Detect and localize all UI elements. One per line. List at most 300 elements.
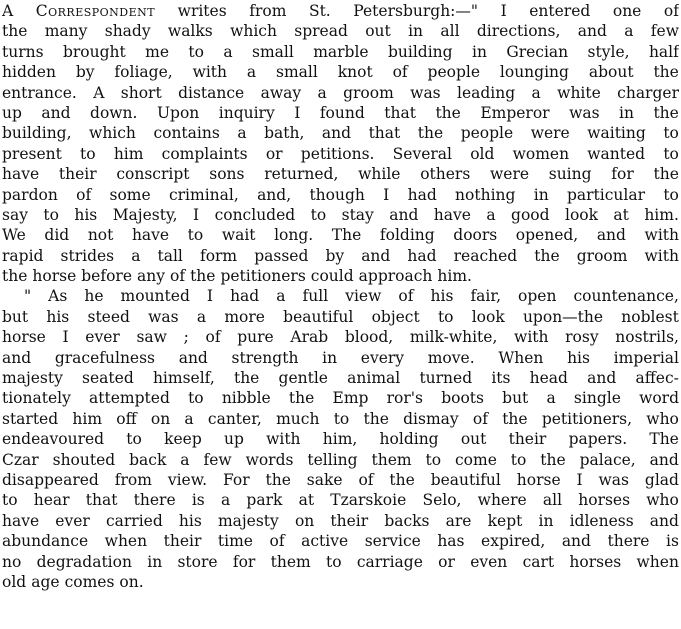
word: their (330, 511, 369, 530)
word: walks (167, 22, 213, 41)
word: idleness (569, 511, 634, 530)
word: Arab (290, 328, 329, 347)
word: Czar (2, 450, 39, 469)
word: a (486, 205, 496, 224)
word: with (192, 63, 227, 82)
word: waiting (587, 124, 646, 143)
word: head (529, 369, 568, 388)
word: to (187, 226, 204, 245)
word: old (470, 144, 495, 163)
word: beautiful (430, 470, 501, 489)
word: palace, (579, 450, 636, 469)
word: in (408, 22, 424, 41)
word: full (302, 287, 329, 306)
word: the (363, 409, 389, 428)
word: building (387, 42, 453, 61)
word: service (364, 532, 421, 551)
word: The (331, 226, 362, 245)
word: gentle (278, 369, 328, 388)
word: carriage (356, 552, 423, 571)
word: or (265, 144, 283, 163)
word: there (607, 532, 650, 551)
word: park (246, 491, 283, 510)
text-line (2, 246, 679, 266)
word: When (498, 348, 544, 367)
word: him (113, 144, 144, 163)
word: strength (231, 348, 299, 367)
word: inquiry (218, 103, 275, 122)
word: charger (617, 83, 679, 102)
word: and (649, 511, 679, 530)
word: I (383, 185, 390, 204)
word: horse (2, 328, 46, 347)
word: even (470, 552, 508, 571)
word: people (427, 63, 481, 82)
word: up (2, 103, 22, 122)
word: I (62, 328, 69, 347)
word: his (430, 287, 454, 306)
word: women (512, 144, 570, 163)
word: had (230, 287, 260, 306)
word: endeavoured (2, 430, 105, 449)
word: and (649, 450, 679, 469)
word: is (666, 532, 679, 551)
word: had (407, 185, 437, 204)
word: them (270, 552, 311, 571)
word: white (557, 83, 601, 102)
word: lounging (499, 63, 569, 82)
word: keep (164, 430, 202, 449)
word: expired, (481, 532, 546, 551)
word: by (75, 63, 95, 82)
word: marble (313, 42, 369, 61)
word: countenance, (573, 287, 679, 306)
word: Upon (156, 103, 200, 122)
word: leading (457, 83, 516, 102)
word: small (251, 42, 294, 61)
word: me (145, 42, 169, 61)
word: a (131, 246, 141, 265)
word: in (322, 348, 338, 367)
word: view. (167, 470, 208, 489)
text-line (2, 327, 679, 347)
word: were (530, 124, 570, 143)
word: saw (136, 328, 167, 347)
word: and (178, 348, 208, 367)
text-line (2, 266, 679, 286)
word: comes (64, 572, 115, 591)
word: particular (566, 185, 646, 204)
word: hidden (2, 63, 56, 82)
word: disappeared (2, 470, 99, 489)
word: the (417, 124, 444, 143)
word: himself, (152, 369, 215, 388)
word: all (440, 22, 460, 41)
word: imperial (613, 348, 679, 367)
word: concluded (214, 205, 296, 224)
word: style, (587, 42, 630, 61)
word: noblest (621, 307, 679, 326)
word: more (224, 307, 265, 326)
word: a (220, 491, 231, 510)
word: the (265, 470, 291, 489)
text-line (2, 307, 679, 327)
word: others (420, 165, 471, 184)
word: say (2, 205, 28, 224)
word: tionately (2, 389, 71, 408)
text-line (2, 572, 679, 592)
word: there (133, 491, 176, 510)
word: to (126, 430, 142, 449)
word: folding (379, 226, 435, 245)
word: and (587, 369, 617, 388)
text-line (2, 450, 679, 470)
word: off (116, 409, 137, 428)
word: passed (254, 246, 309, 265)
word: his (567, 348, 590, 367)
word: hear (33, 491, 70, 510)
word: to (43, 205, 59, 224)
word: wait (221, 226, 256, 245)
word: which (89, 124, 136, 143)
word: rapid (2, 246, 44, 265)
word: upon—the (522, 307, 604, 326)
word: with (644, 226, 679, 245)
word: for (611, 165, 634, 184)
text-line (2, 490, 679, 510)
word: spread (294, 22, 348, 41)
word: and (577, 22, 607, 41)
word: and (321, 124, 352, 143)
word: but (2, 307, 29, 326)
word: the (435, 103, 461, 122)
word: majesty (217, 511, 279, 530)
word: a (317, 83, 327, 102)
word: of (76, 185, 92, 204)
word: to (333, 409, 350, 428)
word: horse (32, 267, 77, 286)
word: boots (441, 389, 484, 408)
word: a (196, 307, 207, 326)
word: to (663, 124, 679, 143)
word: I (206, 287, 214, 306)
word: was (598, 470, 629, 489)
word: have (2, 165, 40, 184)
word: look (471, 307, 505, 326)
word: building, (2, 124, 72, 143)
text-line (2, 83, 679, 103)
word: back (129, 450, 167, 469)
word: with (266, 430, 301, 449)
text-line (2, 348, 679, 368)
word: good (511, 205, 550, 224)
word: who (646, 491, 679, 510)
word: the (2, 22, 28, 41)
word: his (46, 307, 70, 326)
word: that (85, 491, 118, 510)
word: not (87, 226, 114, 245)
word: Several (392, 144, 452, 163)
word: started (2, 409, 59, 428)
word: bath, (264, 124, 305, 143)
word: " (24, 287, 32, 306)
word: that (368, 124, 401, 143)
word: on (150, 409, 171, 428)
word: of (269, 532, 285, 551)
word: was (569, 103, 600, 122)
word: knot (337, 63, 373, 82)
text-line (2, 21, 679, 41)
word: word (639, 389, 679, 408)
word: returned, (264, 165, 339, 184)
word: of (392, 63, 408, 82)
word: short (120, 83, 162, 102)
word: and (389, 205, 419, 224)
text-line (2, 185, 679, 205)
word: For (222, 470, 250, 489)
word: Correspondent (35, 2, 156, 20)
word: abundance (2, 532, 89, 551)
word: milk-white, (409, 328, 498, 347)
word: of (205, 328, 221, 347)
word: of (663, 2, 679, 20)
text-line (2, 368, 679, 388)
word: their (508, 430, 547, 449)
word: backs (384, 511, 430, 530)
word: Majesty, (112, 205, 178, 224)
word: single (573, 389, 621, 408)
word: long. (274, 226, 314, 245)
word: to (80, 144, 96, 163)
word: no (2, 552, 22, 571)
word: the (534, 246, 560, 265)
word: him (72, 409, 103, 428)
word: cart (522, 552, 555, 571)
text-line (2, 42, 679, 62)
word: papers. (568, 430, 628, 449)
word: at (613, 205, 629, 224)
word: I (294, 103, 301, 122)
word: wanted (587, 144, 646, 163)
word: holding (379, 430, 439, 449)
word: conscript (116, 165, 190, 184)
word: brought (62, 42, 126, 61)
word: object (371, 307, 420, 326)
word: St. (308, 2, 331, 20)
word: out (460, 430, 487, 449)
word: The (649, 430, 679, 449)
word: petitioners (220, 267, 306, 286)
word: and (361, 246, 391, 265)
word: any (137, 267, 165, 286)
word: horse (516, 470, 561, 489)
word: open (518, 287, 557, 306)
word: come (454, 450, 497, 469)
word: horses (578, 491, 631, 510)
text-line (2, 552, 679, 572)
word: degradation (36, 552, 132, 571)
word: who (646, 409, 679, 428)
word: turns (2, 42, 44, 61)
word: to (188, 42, 204, 61)
text-line (2, 225, 679, 245)
word: or (438, 552, 455, 571)
word: and, (257, 185, 292, 204)
word: him. (644, 205, 679, 224)
word: complaints (161, 144, 248, 163)
word: was (410, 83, 441, 102)
word: away (260, 83, 302, 102)
word: A (2, 2, 14, 20)
word: in (471, 42, 487, 61)
word: attempted (89, 389, 170, 408)
word: on (294, 511, 315, 530)
word: with (644, 246, 679, 265)
word: mounted (120, 287, 190, 306)
word: view (345, 287, 382, 306)
word: opened, (515, 226, 579, 245)
newspaper-article (2, 1, 679, 592)
word: few (203, 450, 232, 469)
word: a (531, 83, 541, 102)
word: shouted (52, 450, 116, 469)
word: animal (347, 369, 401, 388)
word: with (514, 328, 549, 347)
word: pardon (2, 185, 58, 204)
word: Grecian (506, 42, 569, 61)
word: present (2, 144, 62, 163)
word: had (407, 246, 437, 265)
word: We (2, 226, 26, 245)
word: groom (343, 83, 394, 102)
word: seated (82, 369, 134, 388)
word: I (576, 470, 583, 489)
word: kept (487, 511, 523, 530)
word: Tzarskoie (330, 491, 407, 510)
word: him. (437, 267, 472, 286)
word: much (276, 409, 320, 428)
word: where (477, 491, 527, 510)
text-line (2, 429, 679, 449)
word: was (148, 307, 179, 326)
word: to (188, 389, 204, 408)
word: stay (341, 205, 374, 224)
text-line (2, 62, 679, 82)
word: Emp (332, 389, 369, 408)
word: to (663, 185, 679, 204)
word: writes (177, 2, 227, 20)
word: the (653, 63, 679, 82)
word: majesty (2, 369, 63, 388)
word: at (298, 491, 315, 510)
word: of (398, 287, 414, 306)
word: half (648, 42, 679, 61)
word: people (460, 124, 514, 143)
word: ; (183, 328, 189, 347)
word: all (542, 491, 563, 510)
word: steed (87, 307, 130, 326)
word: active (301, 532, 349, 551)
word: time (217, 532, 253, 551)
word: its (491, 369, 511, 388)
word: contains (153, 124, 220, 143)
text-line (2, 511, 679, 531)
word: A (93, 83, 105, 102)
word: and (2, 348, 32, 367)
text-line (2, 531, 679, 551)
word: did (44, 226, 70, 245)
word: distance (178, 83, 245, 102)
word: to (2, 491, 18, 510)
word: though (309, 185, 365, 204)
word: old (2, 572, 27, 591)
word: I (500, 2, 507, 20)
word: the (389, 470, 415, 489)
word: rosy (565, 328, 599, 347)
word: ever (55, 511, 90, 530)
word: up (223, 430, 244, 449)
word: beautiful (283, 307, 354, 326)
word: him, (322, 430, 358, 449)
word: that (384, 103, 416, 122)
word: the (233, 369, 260, 388)
word: glad (644, 470, 679, 489)
word: and (41, 103, 71, 122)
word: about (588, 63, 634, 82)
word: to (310, 205, 327, 224)
word: petitions. (300, 144, 375, 163)
word: a (180, 450, 190, 469)
word: As (48, 287, 68, 306)
text-line (2, 286, 679, 306)
word: sake (306, 470, 343, 489)
word: found (319, 103, 365, 122)
word: while (358, 165, 401, 184)
word: in (533, 185, 549, 204)
text-line (2, 1, 679, 21)
word: ever (85, 328, 120, 347)
word: a (223, 42, 233, 61)
word: move. (427, 348, 475, 367)
word: and (596, 226, 626, 245)
word: their (163, 532, 202, 551)
word: blood, (344, 328, 394, 347)
word: carried (105, 511, 163, 530)
word: entrance. (2, 83, 77, 102)
word: look (564, 205, 598, 224)
word: is (191, 491, 205, 510)
text-line (2, 409, 679, 429)
word: to (663, 144, 679, 163)
word: telling (307, 450, 358, 469)
word: Selo, (422, 491, 462, 510)
word: the (502, 409, 528, 428)
word: in (147, 552, 163, 571)
word: are (445, 511, 472, 530)
word: doors (453, 226, 498, 245)
word: to (437, 307, 454, 326)
word: nostrils, (615, 328, 679, 347)
word: from (114, 470, 152, 489)
word: have (433, 205, 471, 224)
word: a (624, 22, 634, 41)
word: the (540, 450, 566, 469)
text-line (2, 123, 679, 143)
word: foliage, (114, 63, 173, 82)
word: the (190, 267, 216, 286)
word: their (58, 165, 97, 184)
word: the (653, 165, 679, 184)
